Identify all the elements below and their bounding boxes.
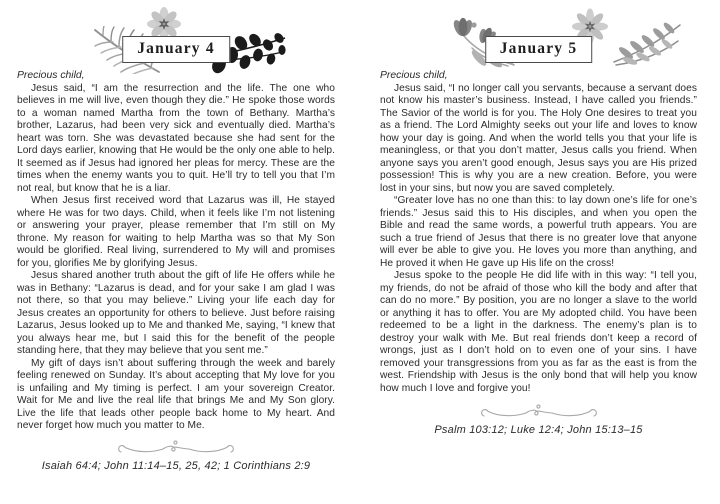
date-header [17,8,335,66]
devotional-paragraph: “Greater love has no one than this: to lay down one’s life for one’s friends.” Jesus said this to His disciples, and when you open the Bible and read the same words, a powerful truth appears. You are such a true friend of Jesus that there is no greater love that anyone will ever be able to give you. He loves you more than anything, and He proved it when He gave up His life on the cross! [380,195,697,269]
date-header [380,8,697,66]
devotional-paragraph: My gift of days isn’t about suffering through the week and barely feeling renewed on Sunday. It’s about accepting that My love for you is unfailing and My timing is perfect. I am your sovereign Creator. Wait for Me and live the real life that brings Me and My Son glory. Live the life that leads other people back home to My heart. And never forget how much you matter to Me. [17,357,335,431]
page-january-4 [17,8,335,472]
devotional-paragraph: Jesus said, “I am the resurrection and the life. The one who believes in me will live, even though they die.” He spoke those words to a woman named Martha from the town of Bethany. Martha’s brother, Lazarus, had been very sick and eventually died. Martha’s heart was torn. She was devastated because she had sent for the Lord days earlier, knowing that He would be the only one able to help. It seemed as if Jesus had ignored her pleas for mercy. These are the times when the enemy wants you to quit. He’ll try to tell you that I’m not real, but know that he is a liar. [17,82,335,194]
date-title: January 4 [137,40,215,57]
salutation: Precious child, [17,70,85,81]
scripture-reference: Psalm 103:12; Luke 12:4; John 15:13–15 [434,424,643,436]
swirl-flourish-icon [17,439,335,457]
leaf-branch-icon [612,20,682,66]
devotional-paragraph: Jesus spoke to the people He did life with in this way: “I tell you, my friends, do not be afraid of those who kill the body and after that can do no more.” By position, you are no longer a slave to the world or anything it has to offer. You are My adopted child. You have been redeemed to be a light in the darkness. The enemy’s plan is to destroy your walk with Me. But real friends don’t keep a record of wrongs, just as I don’t hold on to even one of your sins. I have removed your transgressions from you as far as the east is from the west. Friendship with Jesus is the only bond that will help you know how much I love and forgive you! [380,270,697,394]
devotional-paragraph: Jesus said, “I no longer call you servants, because a servant does not know his master’s business. Instead, I have called you friends.” The Savior of the world is for you. The Holy One desires to treat you as a friend. The Lord Almighty seeks out your life and loves to know how your day is going. And when the world tells you that your life is meaningless, or that you don’t matter, Jesus calls you friend. When anyone says you aren’t good enough, Jesus says you are His prized possession! This is why you are a new creation. Before, you were lost in your sins, but now you are saved completely. [380,82,697,194]
date-box [485,36,593,63]
scripture-reference: Isaiah 64:4; John 11:14–15, 25, 42; 1 Corinthians 2:9 [41,459,311,472]
date-title: January 5 [499,40,578,57]
salutation: Precious child, [380,70,448,81]
devotional-paragraph: When Jesus first received word that Lazarus was ill, He stayed where He was for two days. Child, when it feels like I’m not listening or answering your prayer, please remember that I’m still on My throne. My reason for waiting to help Martha was so that My Son would be glorified. Real living, surrendered to My will and promises for you, glorifies Me by glorifying Jesus. [17,195,335,269]
page-january-5 [380,8,697,436]
devotional-paragraph: Jesus shared another truth about the gift of life He offers while he was in Bethany: “Lazarus is dead, and for your sake I am glad I was not there, so that you may believe.” Living your life each day for Jesus creates an opportunity for others to believe. Just before raising Lazarus, Jesus looked up to Me and thanked Me, saying, “I knew that you always hear me, but I said this for the benefit of the people standing here, that they may believe that you sent me.” [17,270,335,356]
date-box [122,36,230,63]
swirl-flourish-icon [380,403,697,421]
